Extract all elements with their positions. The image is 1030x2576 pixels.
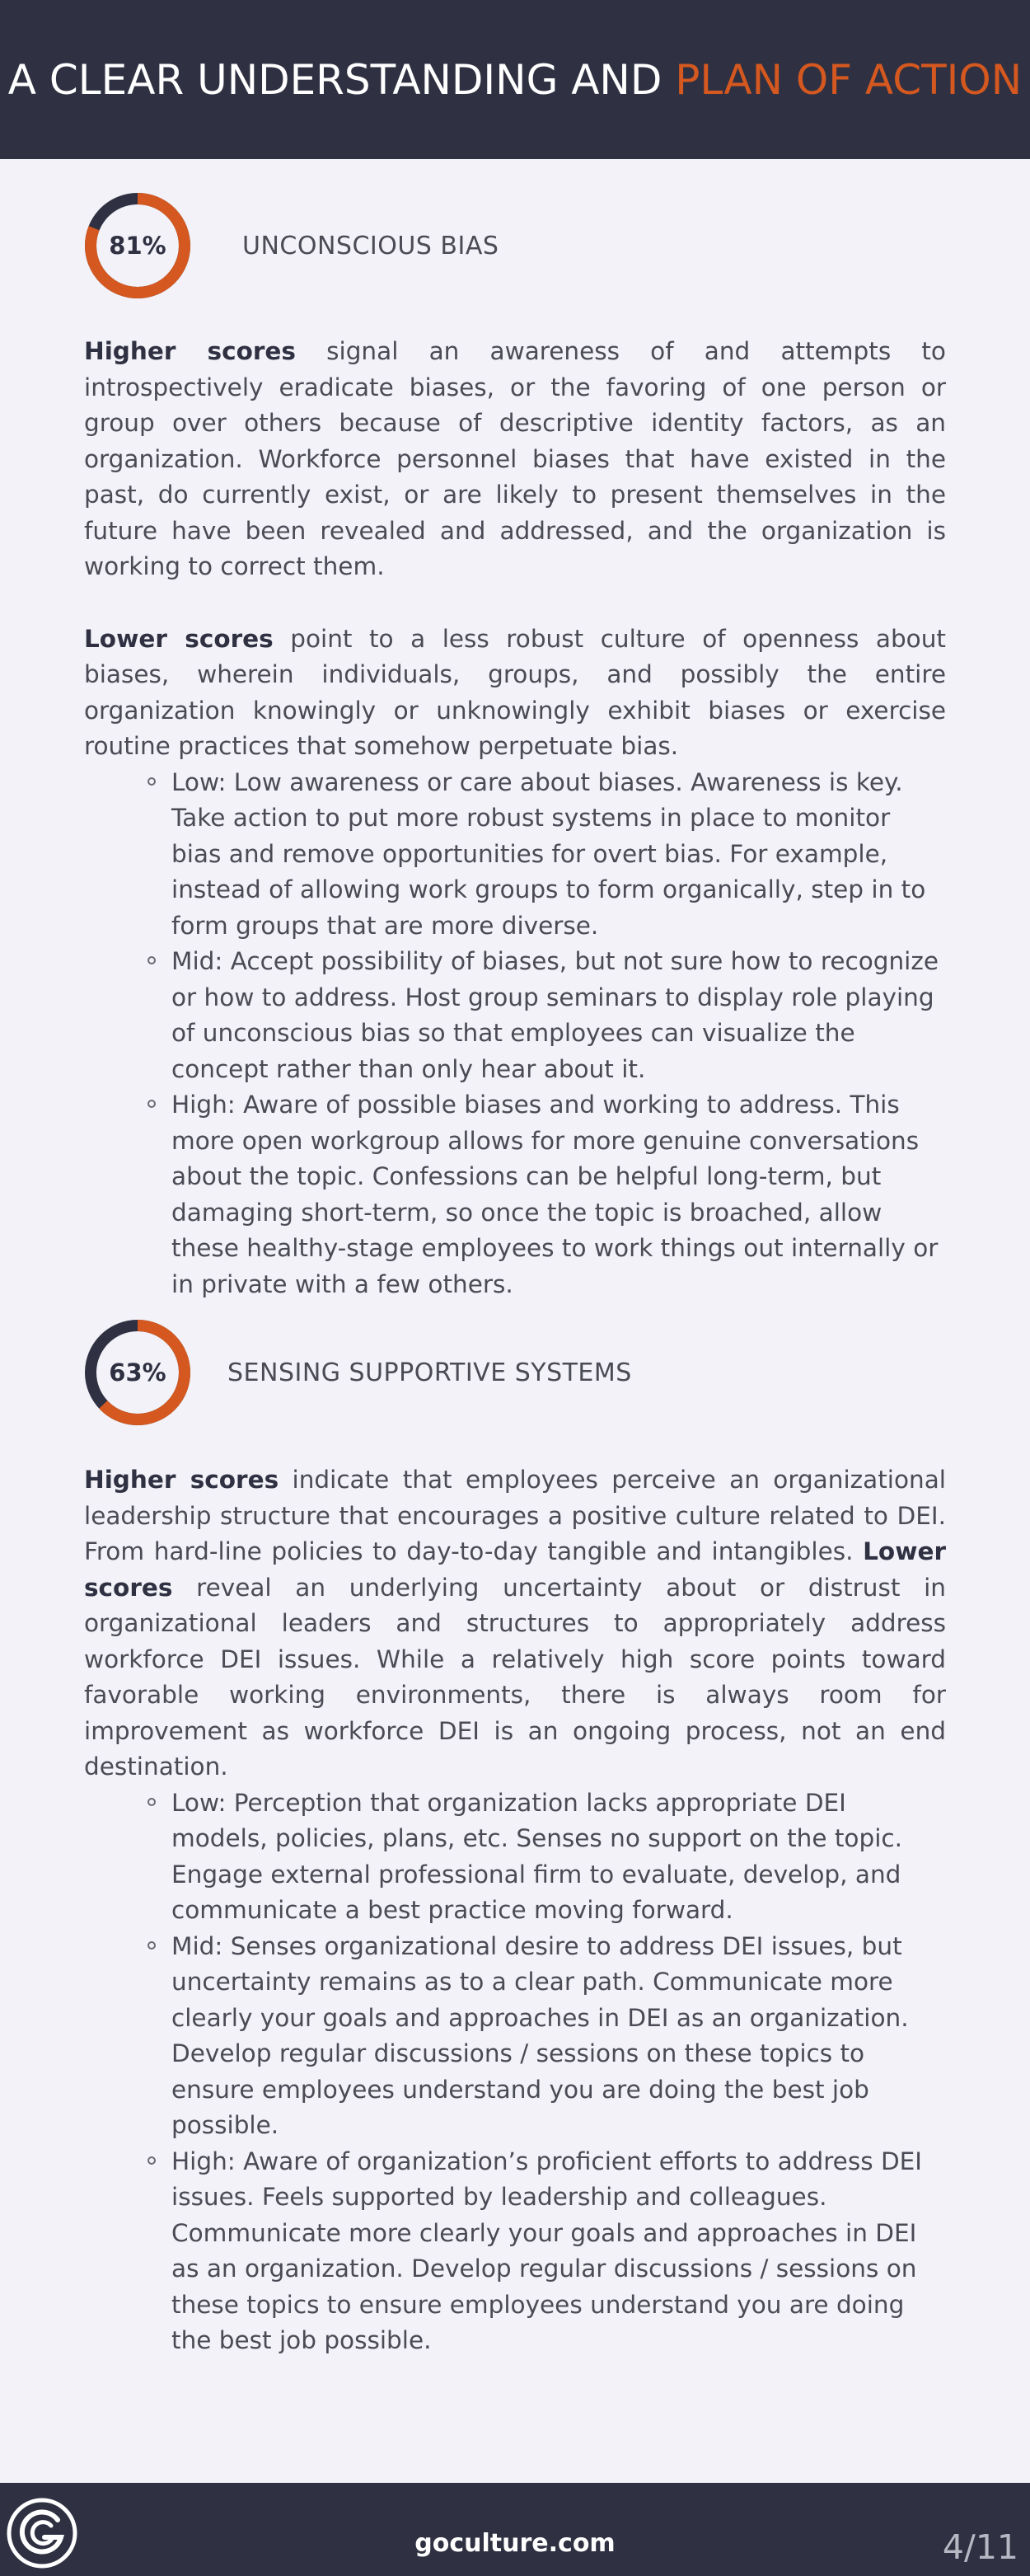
bullet-icon	[147, 1100, 156, 1108]
bullet-icon	[147, 1941, 156, 1950]
bullet-icon	[147, 1798, 156, 1806]
main-content	[84, 159, 946, 2359]
footer-website: goculture.com	[414, 2529, 616, 2558]
list-item-text: Mid: Senses organizational desire to address DEI issues, but uncertainty remains as to a clear path. Communicate more clearly your goals and approaches in DEI as an organization. Develop regular discussions / sessions on these topics to ensure employees understand you are doing the best job possible.	[171, 1931, 909, 2139]
section-sensing-supportive-systems	[84, 1319, 946, 2359]
score-value: 63%	[109, 1358, 166, 1387]
higher-scores-text: signal an awareness of and attempts to introspectively eradicate biases, or the favoring of one person or group over others because of descriptive identity factors, as an organization. Workforce personnel biases that have existed in the past, do currently exist, or are likely to present themselves in the future have been revealed and addressed, and the organization is working to correct them.	[84, 337, 946, 580]
section-unconscious-bias	[84, 192, 946, 1302]
list-item-mid	[171, 944, 946, 1087]
lower-scores-text: point to a less robust culture of openness about biases, wherein individuals, groups, and possibly the entire organization knowingly or unknowingly exhibit biases or exercise routine practices that somehow perpetuate bias.	[84, 624, 946, 760]
higher-scores-label: Higher scores	[84, 1466, 279, 1494]
higher-scores-paragraph	[84, 334, 946, 585]
page-title	[8, 56, 1022, 104]
score-donut	[84, 192, 191, 299]
lower-scores-text: reveal an underlying uncertainty about or distrust in organizational leaders and structures to appropriately address workforce DEI issues. While a relatively high score points toward favorable working environments, there is always room for improvement as workforce DEI is an ongoing process, not an end destination.	[84, 1573, 946, 1781]
section-title: SENSING SUPPORTIVE SYSTEMS	[227, 1358, 632, 1387]
higher-scores-text: indicate that employees perceive an organizational leadership structure that encourages a positive culture related to DEI. From hard-line policies to day-to-day tangible and intangibles.	[84, 1466, 946, 1565]
list-item-low	[171, 765, 946, 945]
higher-scores-label: Higher scores	[84, 337, 296, 365]
page-number: 4/11	[942, 2527, 1018, 2567]
page-title-main: A CLEAR UNDERSTANDING AND	[7, 55, 676, 104]
list-item-text: High: Aware of possible biases and working to address. This more open workgroup allows for more genuine conversations about the topic. Confessions can be helpful long-term, but damaging short-term, so once the topic is broached, allow these healthy-stage employees to work things out internally or in private with a few others.	[171, 1091, 939, 1298]
lower-scores-label: Lower scores	[84, 624, 274, 653]
list-item-text: Low: Low awareness or care about biases. Awareness is key. Take action to put more robust systems in place to monitor bias and remove opportunities for overt bias. For example, instead of allowing work groups to form organically, step in to form groups that are more diverse.	[171, 767, 926, 940]
score-donut	[84, 1319, 191, 1426]
page-header	[0, 0, 1030, 159]
list-item-low	[171, 1785, 946, 1929]
scores-paragraph	[84, 1462, 946, 1785]
list-item-text: Low: Perception that organization lacks appropriate DEI models, policies, plans, etc. Senses no support on the topic. Engage external professional firm to evaluate, develop, and communicate a best practice moving forward.	[171, 1788, 902, 1924]
lower-scores-label: Lower scores	[84, 1537, 946, 1602]
list-item-high	[171, 2144, 946, 2359]
score-value: 81%	[109, 232, 166, 260]
lower-scores-paragraph	[84, 622, 946, 765]
section-title: UNCONSCIOUS BIAS	[242, 231, 499, 260]
score-level-list	[84, 1785, 946, 2359]
list-item-text: Mid: Accept possibility of biases, but not sure how to recognize or how to address. Host group seminars to display role playing of unconscious bias so that employees can visualize the concept rather than only hear about it.	[171, 947, 939, 1083]
bullet-icon	[147, 777, 156, 786]
page-title-accent: PLAN OF ACTION	[675, 55, 1023, 104]
bullet-icon	[147, 2156, 156, 2165]
page-footer	[0, 2483, 1030, 2576]
metric-header	[84, 1319, 946, 1426]
list-item-high	[171, 1087, 946, 1302]
list-item-text: High: Aware of organization’s proficient efforts to address DEI issues. Feels supported by leadership and colleagues. Communicate more clearly your goals and approaches in DEI as an organization. Develop regular discussions / sessions on these topics to ensure employees understand you are doing the best job possible.	[171, 2147, 922, 2354]
score-level-list	[84, 765, 946, 1303]
bullet-icon	[147, 956, 156, 964]
metric-header	[84, 192, 946, 299]
list-item-mid	[171, 1929, 946, 2144]
